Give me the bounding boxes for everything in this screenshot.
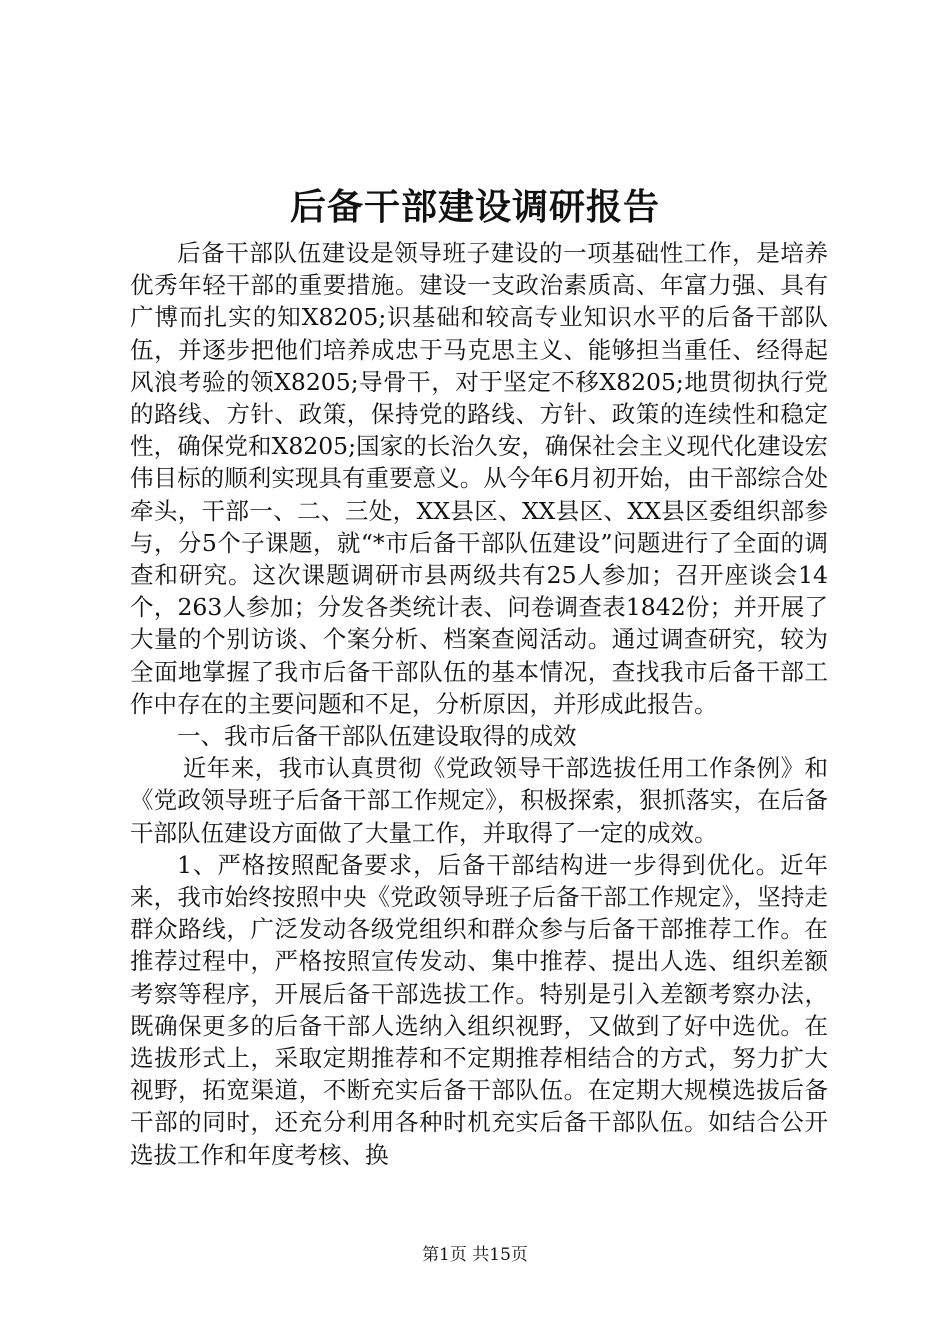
page-footer: 第1页 共15页 (422, 1245, 528, 1265)
section-heading-1: 一、我市后备干部队伍建设取得的成效 (177, 722, 577, 751)
paragraph-intro: 后备干部队伍建设是领导班子建设的一项基础性工作，是培养优秀年轻干部的重要措施。建设一支政治素质高、年富力强、具有广博而扎实的知X8205;识基础和较高专业知识水平的后备干部队伍，并逐步把他们培养成忠于马克思主义、能够担当重任、经得起风浪考验的领X8205;导骨干，对于坚定不移X8205;地贯彻执行党的路线、方针、政策，保持党的路线、方针、政策的连续性和稳定性，确保党和X8205;国家的长治久安，确保社会主义现代化建设宏伟目标的顺利实现具有重要意义。从今年6月初开始，由干部综合处牵头，干部一、二、三处，XX县区、XX县区、XX县区委组织部参与，分5个子课题，就“*市后备干部队伍建设”问题进行了全面的调查和研究。这次课题调研市县两级共有25人参加；召开座谈会14个，263人参加；分发各类统计表、问卷调查表1842份；并开展了大量的个别访谈、个案分析、档案查阅活动。通过调查研究，较为全面地掌握了我市后备干部队伍的基本情况，查找我市后备干部工作中存在的主要问题和不足，分析原因，并形成此报告。 (130, 239, 828, 718)
paragraph-achievements: 近年来，我市认真贯彻《党政领导干部选拔任用工作条例》和《党政领导班子后备干部工作规定》，积极探索，狠抓落实，在后备干部队伍建设方面做了大量工作，并取得了一定的成效。 (130, 754, 828, 847)
document-body (130, 237, 828, 1171)
page-title: 后备干部建设调研报告 (289, 186, 660, 228)
paragraph-item-1: 1、严格按照配备要求，后备干部结构进一步得到优化。近年来，我市始终按照中央《党政领导班子后备干部工作规定》，坚持走群众路线，广泛发动各级党组织和群众参与后备干部推荐工作。在推荐过程中，严格按照宣传发动、集中推荐、提出人选、组织差额考察等程序，开展后备干部选拔工作。特别是引入差额考察办法，既确保更多的后备干部人选纳入组织视野，又做到了好中选优。在选拔形式上，采取定期推荐和不定期推荐相结合的方式，努力扩大视野，拓宽渠道，不断充实后备干部队伍。在定期大规模选拔后备干部的同时，还充分利用各种时机充实后备干部队伍。如结合公开选拔工作和年度考核、换 (130, 850, 828, 1169)
